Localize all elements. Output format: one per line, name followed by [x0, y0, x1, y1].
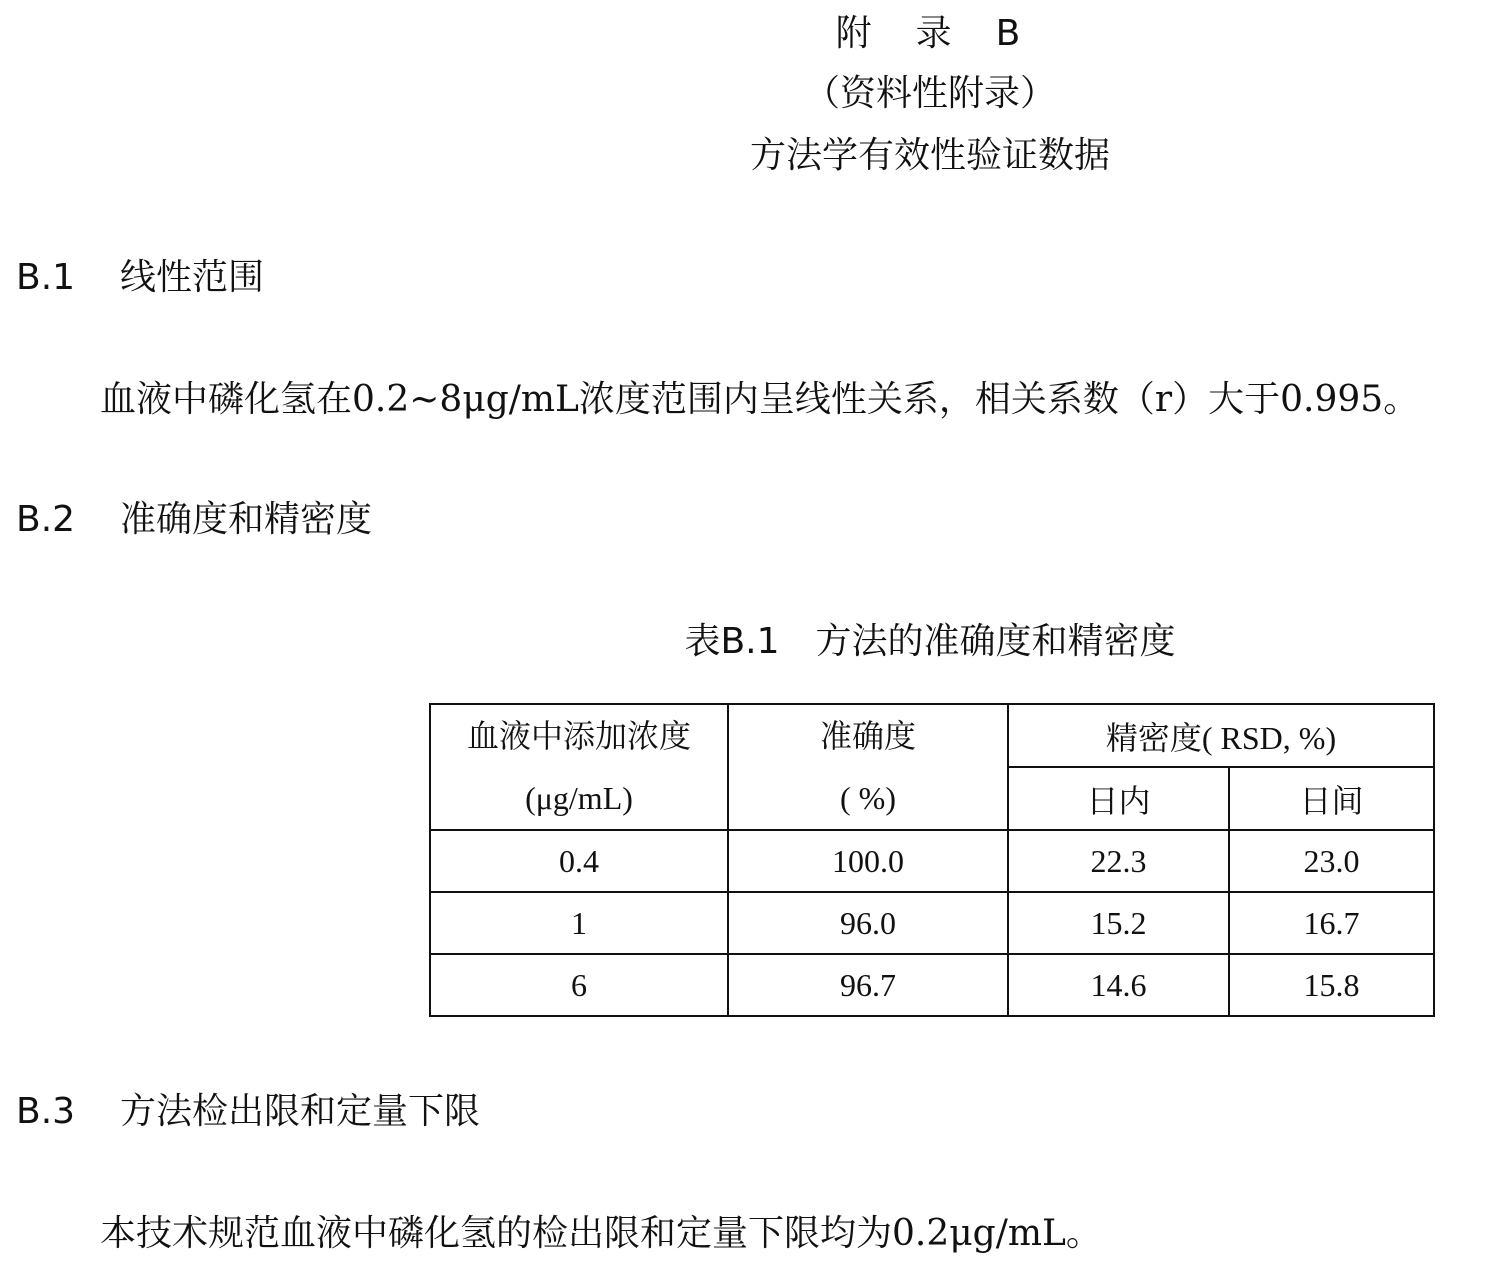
cell-concentration: 6: [430, 954, 728, 1016]
cell-accuracy: 100.0: [728, 830, 1008, 892]
cell-inter-day: 23.0: [1229, 830, 1434, 892]
table-row: [430, 954, 1434, 1016]
header-precision: 精密度( RSD, %): [1008, 704, 1434, 767]
linearity-paragraph: 血液中磷化氢在0.2~8μg/mL浓度范围内呈线性关系，相关系数（r）大于0.995。: [100, 379, 1420, 420]
appendix-type: （资料性附录）: [803, 73, 1056, 114]
section-number-b3: B.3: [16, 1091, 76, 1132]
section-number-b1: B.1: [16, 257, 76, 298]
detection-limit-paragraph: 本技术规范血液中磷化氢的检出限和定量下限均为0.2μg/mL。: [100, 1213, 1102, 1254]
table-caption: 表B.1 方法的准确度和精密度: [684, 621, 1176, 662]
section-number-b2: B.2: [16, 499, 76, 540]
cell-intra-day: 22.3: [1008, 830, 1229, 892]
cell-accuracy: 96.7: [728, 954, 1008, 1016]
cell-accuracy: 96.0: [728, 892, 1008, 954]
cell-concentration: 0.4: [430, 830, 728, 892]
header-inter-day: 日间: [1229, 767, 1434, 830]
cell-concentration: 1: [430, 892, 728, 954]
cell-inter-day: 15.8: [1229, 954, 1434, 1016]
section-title-b2: 准确度和精密度: [120, 499, 373, 540]
header-accuracy-unit: ( %): [840, 780, 896, 816]
section-title-b3: 方法检出限和定量下限: [120, 1091, 481, 1132]
section-title-b1: 线性范围: [120, 257, 265, 298]
header-concentration-label: 血液中添加浓度: [466, 718, 691, 754]
accuracy-precision-table: [429, 703, 1435, 1017]
table-row: [430, 892, 1434, 954]
appendix-label: 附 录 B: [835, 13, 1025, 54]
cell-intra-day: 15.2: [1008, 892, 1229, 954]
header-intra-day: 日内: [1008, 767, 1229, 830]
header-accuracy-label: 准确度: [819, 718, 916, 754]
appendix-main-title: 方法学有效性验证数据: [749, 135, 1110, 176]
header-concentration-unit: (μg/mL): [525, 780, 633, 816]
cell-inter-day: 16.7: [1229, 892, 1434, 954]
table-row: [430, 830, 1434, 892]
cell-intra-day: 14.6: [1008, 954, 1229, 1016]
header-accuracy: [728, 704, 1008, 830]
header-concentration: [430, 704, 728, 830]
